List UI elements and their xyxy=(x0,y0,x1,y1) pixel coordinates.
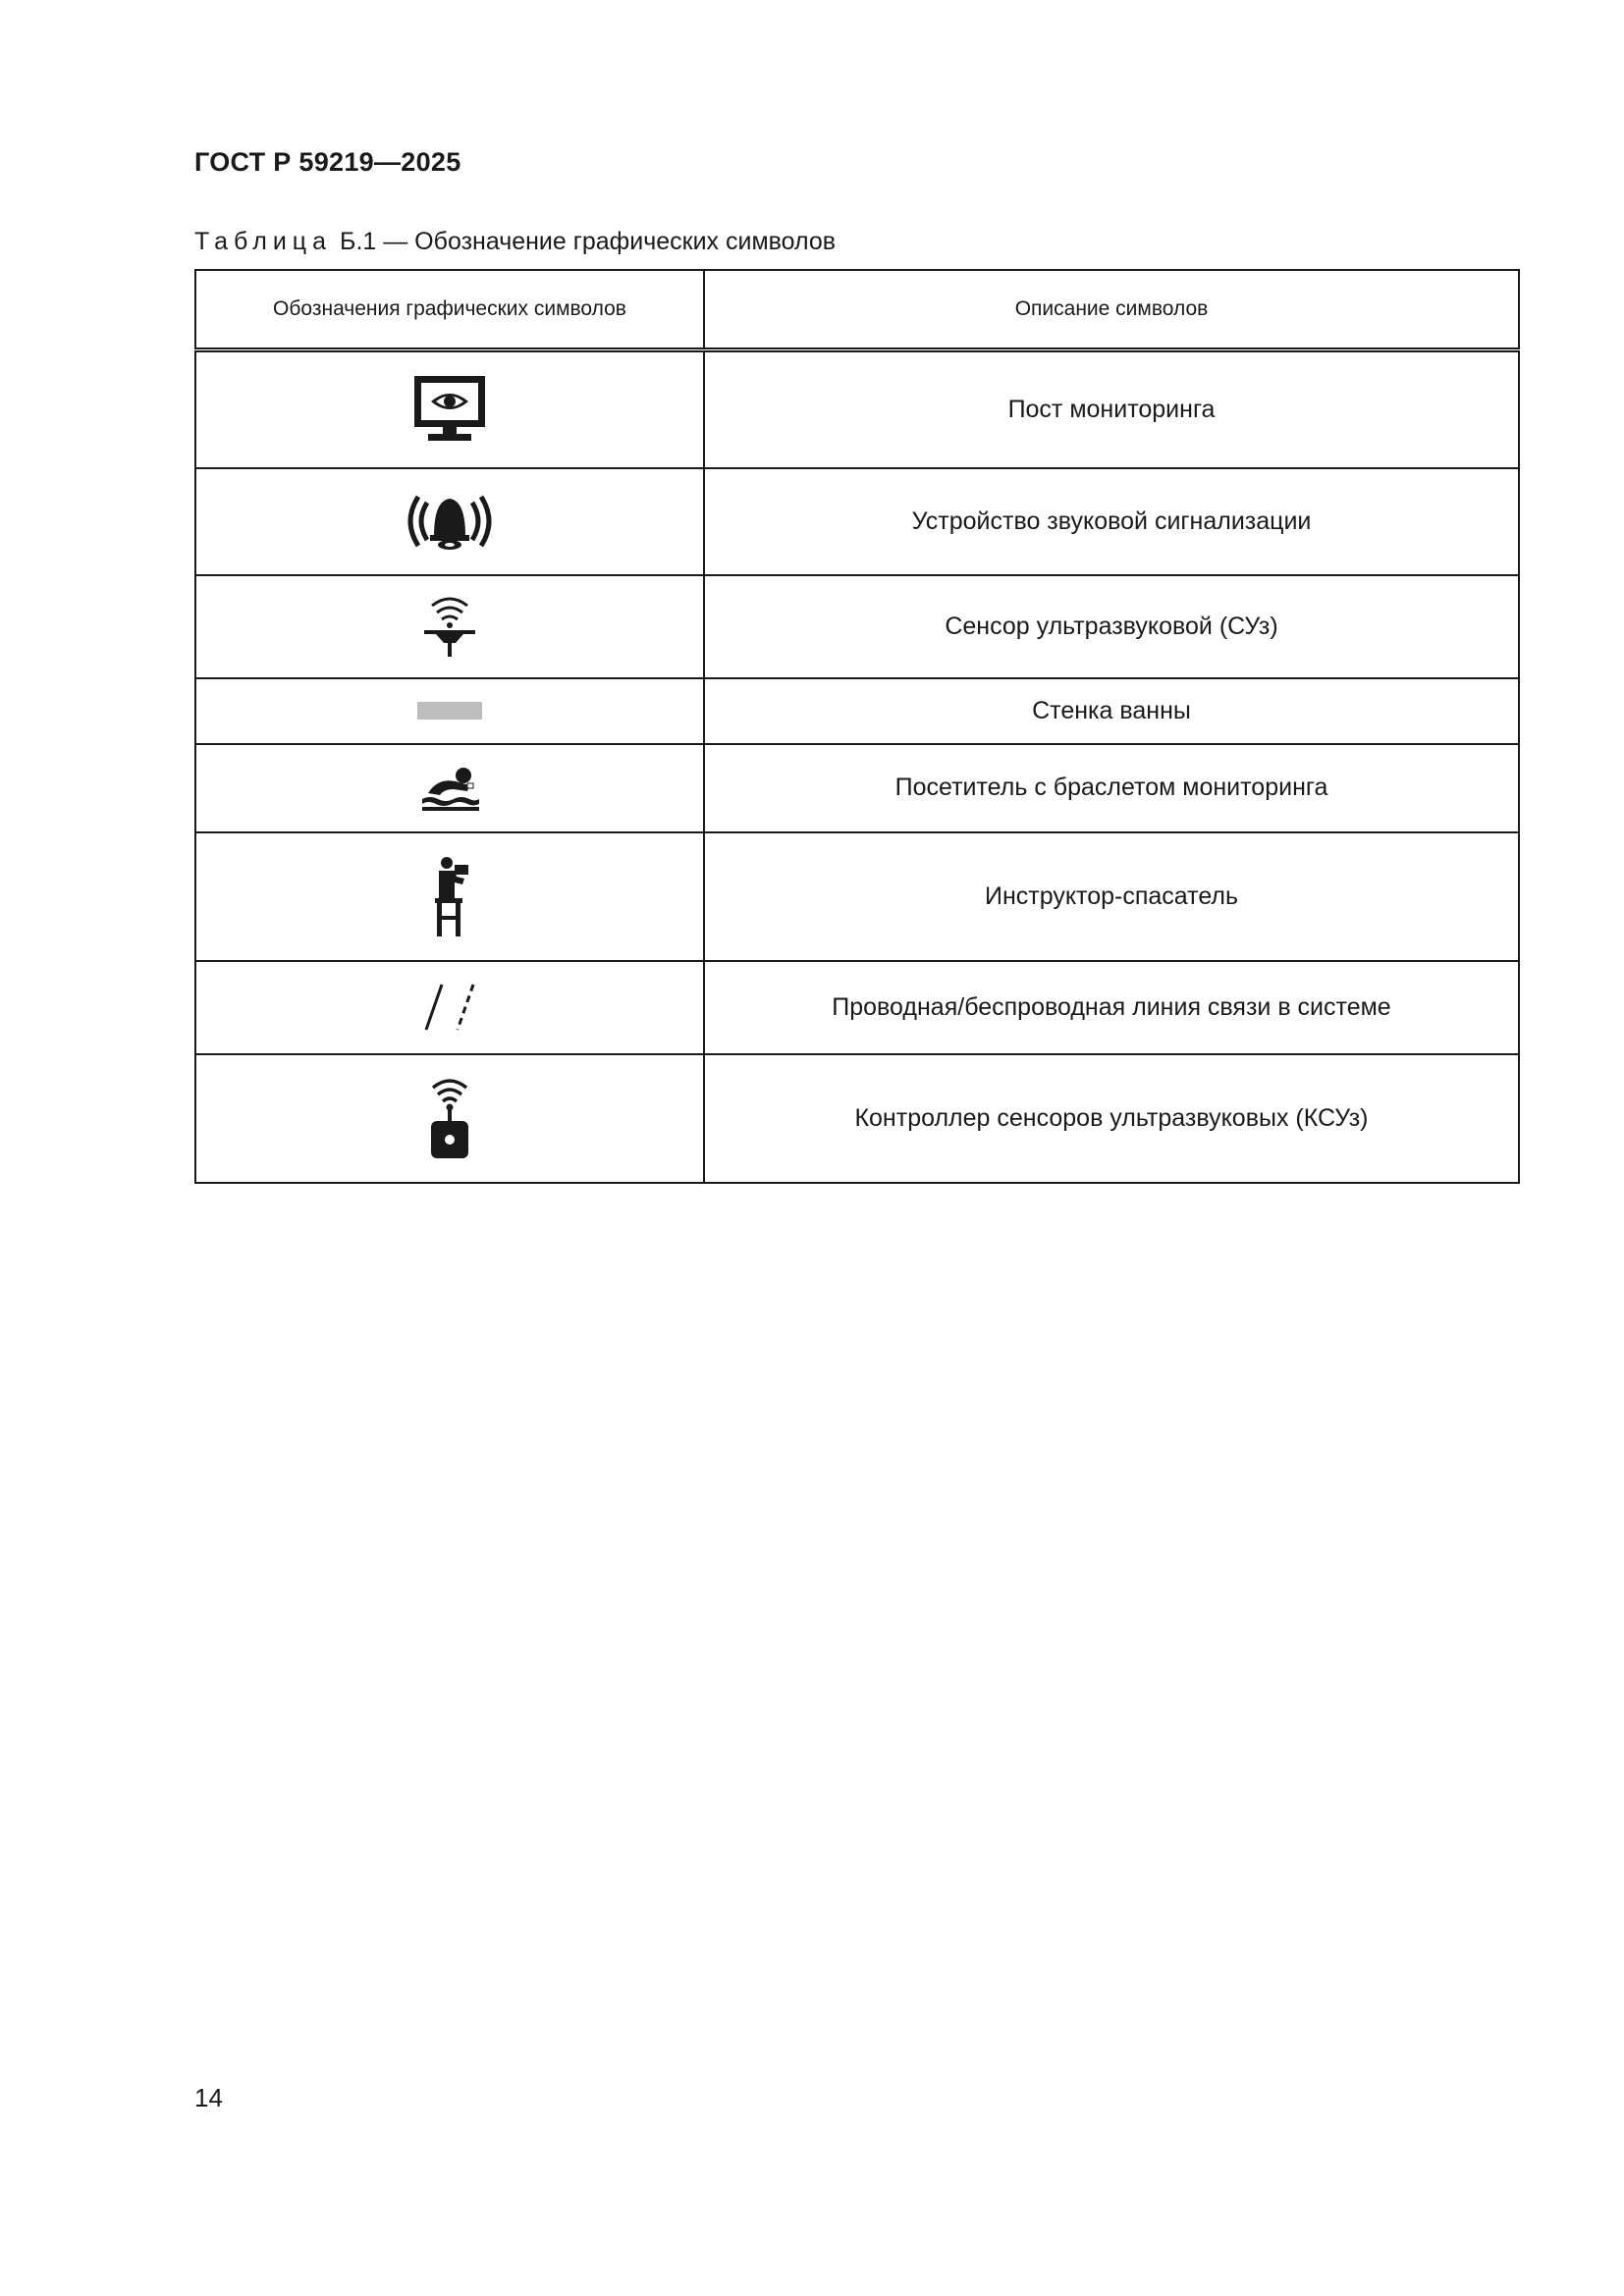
table-row xyxy=(195,678,1519,744)
ultrasonic-sensor-icon xyxy=(420,594,479,659)
symbol-cell xyxy=(195,468,704,575)
column-header-symbols: Обозначения графических символов xyxy=(195,270,704,350)
swimmer-bracelet-icon xyxy=(418,764,481,813)
wired-wireless-line-icon xyxy=(420,981,479,1034)
description-cell: Посетитель с браслетом мониторинга xyxy=(704,744,1519,832)
table-row xyxy=(195,350,1519,468)
symbol-cell xyxy=(195,350,704,468)
document-title: ГОСТ Р 59219—2025 xyxy=(194,147,461,177)
sound-alarm-icon xyxy=(399,491,501,552)
symbol-cell xyxy=(195,1054,704,1183)
symbol-cell xyxy=(195,961,704,1054)
symbol-cell xyxy=(195,832,704,961)
table-header-row xyxy=(195,270,1519,350)
table-row xyxy=(195,1054,1519,1183)
description-cell: Контроллер сенсоров ультразвуковых (КСУз) xyxy=(704,1054,1519,1183)
description-cell: Устройство звуковой сигнализации xyxy=(704,468,1519,575)
lifeguard-icon xyxy=(425,855,474,937)
description-cell: Стенка ванны xyxy=(704,678,1519,744)
column-header-description: Описание символов xyxy=(704,270,1519,350)
page-number: 14 xyxy=(194,2083,223,2112)
table-caption-text: Б.1 — Обозначение графических символов xyxy=(340,228,837,255)
sensor-controller-icon xyxy=(425,1074,474,1162)
symbol-cell xyxy=(195,678,704,744)
symbol-cell xyxy=(195,575,704,678)
table-row xyxy=(195,575,1519,678)
pool-wall-icon xyxy=(417,702,482,720)
table-caption xyxy=(194,228,836,256)
table-caption-label: Таблица xyxy=(194,228,333,255)
description-cell: Проводная/беспроводная линия связи в системе xyxy=(704,961,1519,1054)
table-row xyxy=(195,468,1519,575)
table-row xyxy=(195,832,1519,961)
description-cell: Инструктор-спасатель xyxy=(704,832,1519,961)
monitoring-post-icon xyxy=(410,374,489,445)
description-cell: Сенсор ультразвуковой (СУз) xyxy=(704,575,1519,678)
table-row xyxy=(195,744,1519,832)
table-row xyxy=(195,961,1519,1054)
description-cell: Пост мониторинга xyxy=(704,350,1519,468)
symbols-table xyxy=(194,269,1520,1184)
symbol-cell xyxy=(195,744,704,832)
